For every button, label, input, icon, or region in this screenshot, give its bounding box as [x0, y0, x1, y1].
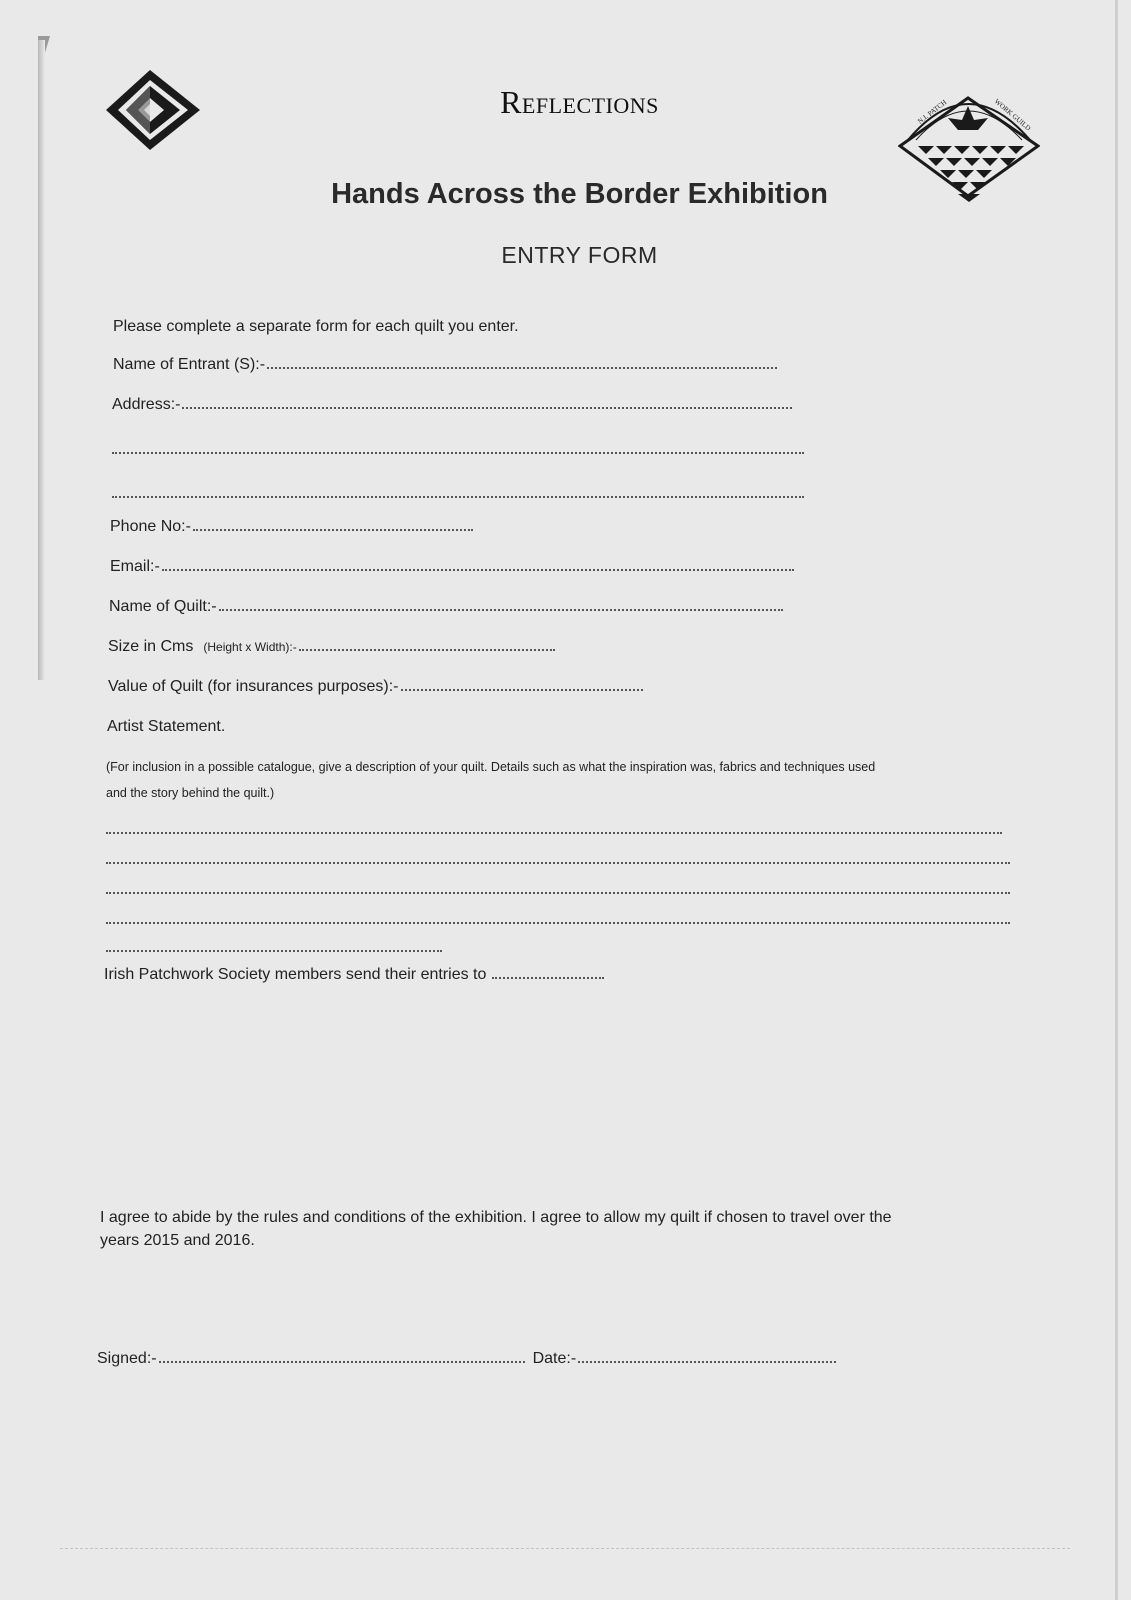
artist-note-line-1: (For inclusion in a possible catalogue, give a description of your quilt. Details such as what the inspiration was, fabrics and techniques used [106, 760, 876, 774]
address-label: Address:- [112, 396, 181, 413]
email-row [110, 558, 794, 576]
badge-lettering: N.I. PATCH [916, 98, 949, 126]
artist-note-line-2: and the story behind the quilt.) [106, 786, 275, 800]
quilt-name-field[interactable] [219, 609, 783, 611]
scan-edge-left [38, 40, 45, 680]
phone-row [110, 518, 473, 536]
artist-statement-field-line-2[interactable] [106, 862, 1010, 864]
artist-statement-field-line-4[interactable] [106, 922, 1010, 924]
address-row [112, 396, 792, 414]
irish-members-address-field[interactable] [492, 977, 604, 979]
agreement-line-1: I agree to abide by the rules and conditions of the exhibition. I agree to allow my quilt if chosen to travel over the [100, 1209, 892, 1226]
irish-members-row [104, 966, 604, 984]
address-field-line-3[interactable] [112, 496, 804, 498]
entrant-name-field[interactable] [267, 367, 777, 369]
value-row [108, 678, 643, 696]
address-field-line-1[interactable] [182, 407, 792, 409]
irish-members-label: Irish Patchwork Society members send their entries to [104, 966, 487, 983]
date-label: Date:- [532, 1350, 577, 1367]
quilt-name-label: Name of Quilt:- [109, 598, 217, 615]
quilt-name-row [109, 598, 783, 616]
intro-text: Please complete a separate form for each quilt you enter. [113, 318, 519, 335]
signature-row [97, 1350, 836, 1368]
date-field[interactable] [578, 1361, 836, 1363]
size-row [108, 638, 555, 656]
size-field[interactable] [299, 649, 555, 651]
form-heading: ENTRY FORM [501, 242, 658, 268]
artist-statement-field-line-3[interactable] [106, 892, 1010, 894]
size-label: Size in Cms [108, 638, 194, 655]
entrant-name-label: Name of Entrant (S):- [113, 356, 266, 373]
phone-label: Phone No:- [110, 518, 191, 535]
address-field-line-2[interactable] [112, 452, 804, 454]
value-label: Value of Quilt (for insurances purposes):- [108, 678, 399, 695]
phone-field[interactable] [193, 529, 473, 531]
email-field[interactable] [162, 569, 794, 571]
agreement-line-2: years 2015 and 2016. [100, 1232, 255, 1249]
signature-field[interactable] [159, 1361, 525, 1363]
artist-statement-field-line-1[interactable] [106, 832, 1002, 834]
email-label: Email:- [110, 558, 160, 575]
exhibition-subtitle: Hands Across the Border Exhibition [331, 178, 828, 210]
size-hint: (Height x Width):- [203, 640, 297, 654]
artist-statement-row [107, 718, 225, 736]
page-title: Reflections [500, 84, 659, 120]
artist-statement-label: Artist Statement. [107, 718, 226, 735]
scan-edge-right [1115, 0, 1118, 1600]
entrant-name-row [113, 356, 777, 374]
signed-label: Signed:- [97, 1350, 157, 1367]
value-field[interactable] [401, 689, 643, 691]
scan-bottom-line [60, 1548, 1070, 1549]
agreement-paragraph [100, 1206, 1020, 1252]
badge-lettering-right: WORK GUILD [992, 97, 1033, 133]
artist-statement-field-line-5[interactable] [106, 950, 442, 952]
